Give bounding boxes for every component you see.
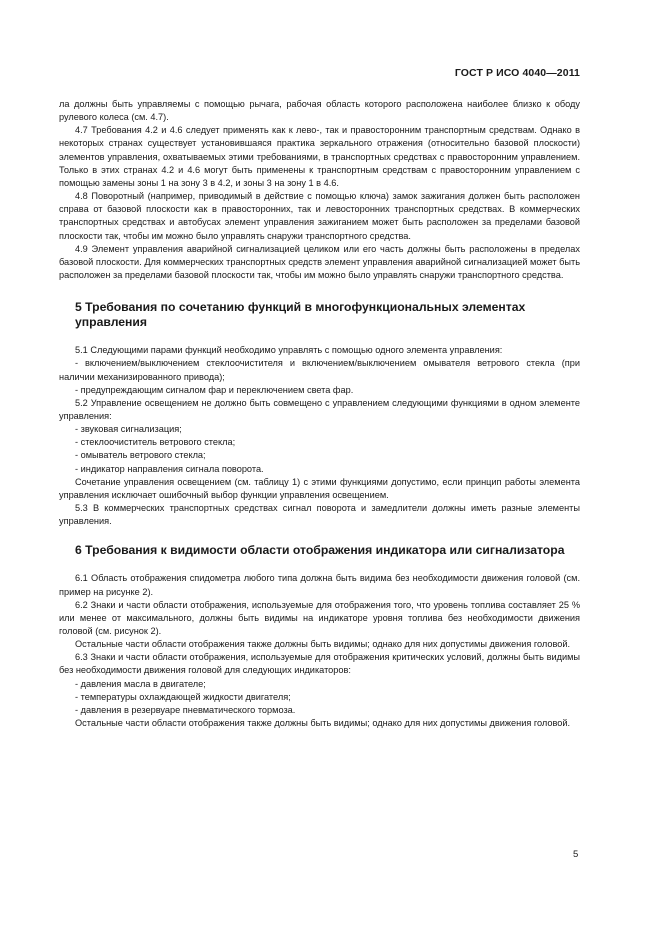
paragraph-4-8: 4.8 Поворотный (например, приводимый в действие с помощью ключа) замок зажигания должен быть расположен справа от базовой плоскости как в правосторонних, так и левосторонних транспортных средствах. В коммерческих транспортных средствах и автобусах элемент управления зажиганием может быть расположен за пределами базовой плоскости так, чтобы им можно было управлять снаружи транспортного средства.: [59, 191, 580, 241]
section-5-heading: 5 Требования по сочетанию функций в многофункциональных элементах управления: [75, 300, 526, 330]
paragraph-4-7: 4.7 Требования 4.2 и 4.6 следует применять как к лево-, так и правосторонним транспортным средствам. Однако в некоторых странах существует установившаяся практика зеркального отражения (относительно базовой плоскости) элементов управления, охватываемых этими требованиями, в транспортных средствах с правосторонним управлением. Только в этих странах 4.2 и 4.6 могут быть применены к транспортным средствам с правосторонним управлением с помощью замены зоны 1 на зону 3 в 4.2, и зоны 3 на зону 1 в 4.6.: [59, 125, 580, 188]
paragraph-6-2-note: Остальные части области отображения также должны быть видимы; однако для них допустимы движения головой.: [75, 639, 571, 650]
list-item: - давления в резервуаре пневматического тормоза.: [75, 704, 296, 715]
paragraph-4-9: 4.9 Элемент управления аварийной сигнализацией целиком или его часть должны быть расположены в пределах базовой плоскости. Для коммерческих транспортных средств элемент управления аварийной сигнализацией может быть расположен за пределами базовой плоскости так, чтобы им можно было управлять снаружи транспортного средства.: [59, 243, 580, 281]
paragraph-6-3: 6.3 Знаки и части области отображения, используемые для отображения критических условий, должны быть видимы без необходимости движения головой для следующих индикаторов:: [59, 652, 580, 676]
paragraph-4-6-continuation: ла должны быть управляемы с помощью рычага, рабочая область которого расположена наиболее близко к ободу рулевого колеса (см. 4.7).: [59, 99, 580, 123]
list-item: - омыватель ветрового стекла;: [75, 450, 206, 461]
paragraph-5-2: 5.2 Управление освещением не должно быть совмещено с управлением следующими функциями в одном элементе управления:: [59, 397, 580, 421]
list-item: - включением/выключением стеклоочистителя и включением/выключением омывателя ветрового стекла (при наличии механизированного привода);: [59, 358, 580, 382]
paragraph-6-1: 6.1 Область отображения спидометра любого типа должна быть видима без необходимости движения головой (см. пример на рисунке 2).: [59, 573, 580, 597]
list-item: - стеклоочиститель ветрового стекла;: [75, 437, 236, 448]
list-item: - предупреждающим сигналом фар и переключением света фар.: [75, 384, 354, 395]
paragraph-5-2-note: Сочетание управления освещением (см. таблицу 1) с этими функциями допустимо, если принцип работы элемента управления исключает ошибочный выбор функции управления освещением.: [59, 476, 580, 500]
list-item: - температуры охлаждающей жидкости двигателя;: [75, 691, 291, 702]
page-body: [59, 98, 580, 730]
paragraph-5-1: 5.1 Следующими парами функций необходимо управлять с помощью одного элемента управления:: [75, 345, 503, 356]
list-item: - звуковая сигнализация;: [75, 424, 182, 435]
page-number: 5: [573, 849, 579, 860]
paragraph-5-3: 5.3 В коммерческих транспортных средствах сигнал поворота и замедлители должны иметь разные элементы управления.: [59, 503, 580, 527]
section-6-heading: 6 Требования к видимости области отображения индикатора или сигнализатора: [75, 543, 565, 558]
list-item: - индикатор направления сигнала поворота.: [75, 463, 264, 474]
doc-code-header: ГОСТ Р ИСО 4040—2011: [454, 67, 580, 79]
list-item: - давления масла в двигателе;: [75, 678, 206, 689]
paragraph-6-3-note: Остальные части области отображения также должны быть видимы; однако для них допустимы движения головой.: [75, 718, 571, 729]
paragraph-6-2: 6.2 Знаки и части области отображения, используемые для отображения того, что уровень топлива составляет 25 % или менее от максимального, должны быть видимы на индикаторе уровня топлива без необходимости движения головой (см. рисунок 2).: [59, 599, 580, 636]
